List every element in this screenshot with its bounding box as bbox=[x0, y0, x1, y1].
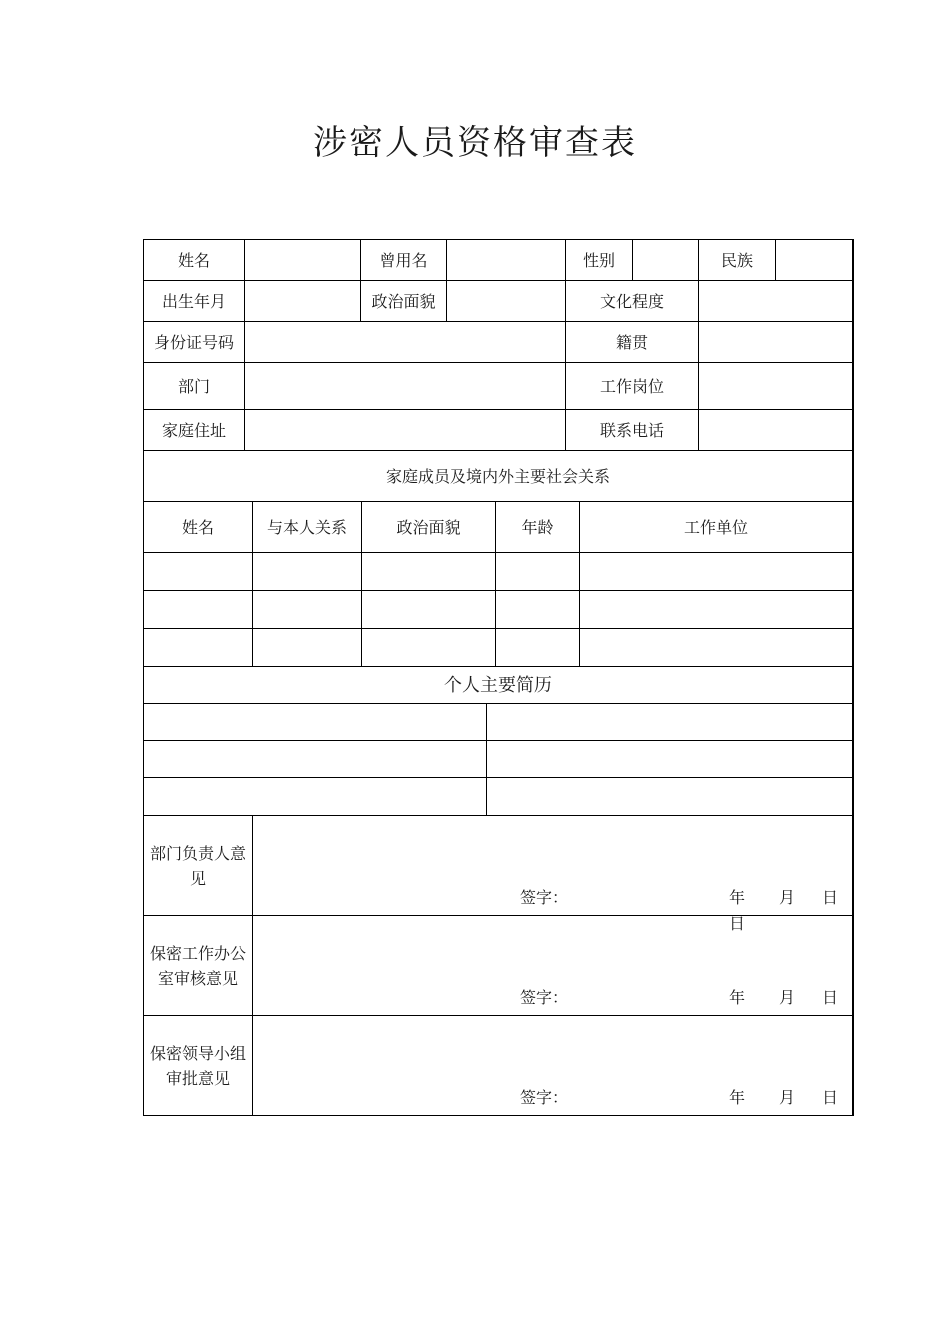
family-cell[interactable] bbox=[579, 628, 852, 666]
gender-field[interactable] bbox=[632, 239, 698, 280]
department-label: 部门 bbox=[143, 362, 244, 409]
day-label: 日 bbox=[822, 888, 839, 907]
outer-border-line bbox=[853, 239, 854, 1116]
year-label: 年 bbox=[729, 1088, 746, 1107]
family-col-age: 年龄 bbox=[495, 501, 579, 552]
opinion-label: 部门负责人意见 bbox=[143, 815, 252, 915]
opinion-label: 保密工作办公室审核意见 bbox=[143, 915, 252, 1015]
resume-row bbox=[143, 777, 852, 815]
opinion-security-leadership bbox=[143, 1015, 852, 1116]
review-form bbox=[143, 239, 853, 1116]
resume-cell[interactable] bbox=[486, 740, 852, 777]
address-label: 家庭住址 bbox=[143, 409, 244, 450]
family-cell[interactable] bbox=[579, 552, 852, 590]
family-cell[interactable] bbox=[361, 552, 495, 590]
name-label: 姓名 bbox=[143, 239, 244, 280]
row-birth bbox=[143, 280, 852, 321]
address-field[interactable] bbox=[244, 409, 565, 450]
row-address bbox=[143, 409, 852, 450]
family-row bbox=[143, 552, 852, 590]
id-label: 身份证号码 bbox=[143, 321, 244, 362]
family-section-title: 家庭成员及境内外主要社会关系 bbox=[143, 450, 852, 501]
family-table-header bbox=[143, 501, 852, 552]
phone-field[interactable] bbox=[698, 409, 852, 450]
position-label: 工作岗位 bbox=[565, 362, 698, 409]
month-label: 月 bbox=[779, 988, 796, 1007]
native-place-field[interactable] bbox=[698, 321, 852, 362]
resume-cell[interactable] bbox=[143, 740, 486, 777]
gender-label: 性别 bbox=[565, 239, 632, 280]
resume-section-header bbox=[143, 666, 852, 703]
resume-cell[interactable] bbox=[143, 777, 486, 815]
family-cell[interactable] bbox=[143, 590, 252, 628]
sign-label: 签字： bbox=[520, 988, 569, 1007]
family-cell[interactable] bbox=[252, 552, 361, 590]
sign-label: 签字： bbox=[520, 1088, 569, 1107]
row-id bbox=[143, 321, 852, 362]
family-cell[interactable] bbox=[143, 628, 252, 666]
political-field[interactable] bbox=[446, 280, 565, 321]
opinion-label: 保密领导小组审批意见 bbox=[143, 1015, 252, 1116]
family-cell[interactable] bbox=[252, 590, 361, 628]
sign-label: 签字： bbox=[520, 888, 569, 907]
former-name-field[interactable] bbox=[446, 239, 565, 280]
name-field[interactable] bbox=[244, 239, 360, 280]
family-section-header bbox=[143, 450, 852, 501]
day-label: 日 bbox=[822, 1088, 839, 1107]
phone-label: 联系电话 bbox=[565, 409, 698, 450]
department-field[interactable] bbox=[244, 362, 565, 409]
resume-cell[interactable] bbox=[486, 777, 852, 815]
family-col-relation: 与本人关系 bbox=[252, 501, 361, 552]
opinion-body[interactable] bbox=[252, 815, 852, 915]
resume-cell[interactable] bbox=[486, 703, 852, 740]
former-name-label: 曾用名 bbox=[360, 239, 446, 280]
row-department bbox=[143, 362, 852, 409]
month-label: 月 bbox=[779, 1088, 796, 1107]
political-label: 政治面貌 bbox=[360, 280, 446, 321]
day-label: 日 bbox=[822, 988, 839, 1007]
family-col-employer: 工作单位 bbox=[579, 501, 852, 552]
position-field[interactable] bbox=[698, 362, 852, 409]
family-cell[interactable] bbox=[361, 628, 495, 666]
year-label: 年 bbox=[729, 988, 746, 1007]
family-col-political: 政治面貌 bbox=[361, 501, 495, 552]
birth-label: 出生年月 bbox=[143, 280, 244, 321]
resume-row bbox=[143, 740, 852, 777]
ethnicity-field[interactable] bbox=[775, 239, 852, 280]
family-cell[interactable] bbox=[495, 552, 579, 590]
row-name bbox=[143, 239, 852, 280]
opinion-security-office bbox=[143, 915, 852, 1015]
family-col-name: 姓名 bbox=[143, 501, 252, 552]
family-row bbox=[143, 590, 852, 628]
opinion-body[interactable] bbox=[252, 1015, 852, 1116]
opinion-department-head bbox=[143, 815, 852, 915]
resume-row bbox=[143, 703, 852, 740]
family-cell[interactable] bbox=[495, 628, 579, 666]
resume-section-title: 个人主要简历 bbox=[143, 666, 852, 703]
family-cell[interactable] bbox=[495, 590, 579, 628]
native-place-label: 籍贯 bbox=[565, 321, 698, 362]
family-cell[interactable] bbox=[361, 590, 495, 628]
family-cell[interactable] bbox=[252, 628, 361, 666]
stray-day-label: 日 bbox=[729, 914, 746, 933]
family-row bbox=[143, 628, 852, 666]
family-cell[interactable] bbox=[579, 590, 852, 628]
year-label: 年 bbox=[729, 888, 746, 907]
education-label: 文化程度 bbox=[565, 280, 698, 321]
page-title: 涉密人员资格审查表 bbox=[313, 123, 637, 163]
month-label: 月 bbox=[779, 888, 796, 907]
birth-field[interactable] bbox=[244, 280, 360, 321]
resume-cell[interactable] bbox=[143, 703, 486, 740]
id-field[interactable] bbox=[244, 321, 565, 362]
education-field[interactable] bbox=[698, 280, 852, 321]
family-cell[interactable] bbox=[143, 552, 252, 590]
opinion-body[interactable] bbox=[252, 915, 852, 1015]
ethnicity-label: 民族 bbox=[698, 239, 775, 280]
